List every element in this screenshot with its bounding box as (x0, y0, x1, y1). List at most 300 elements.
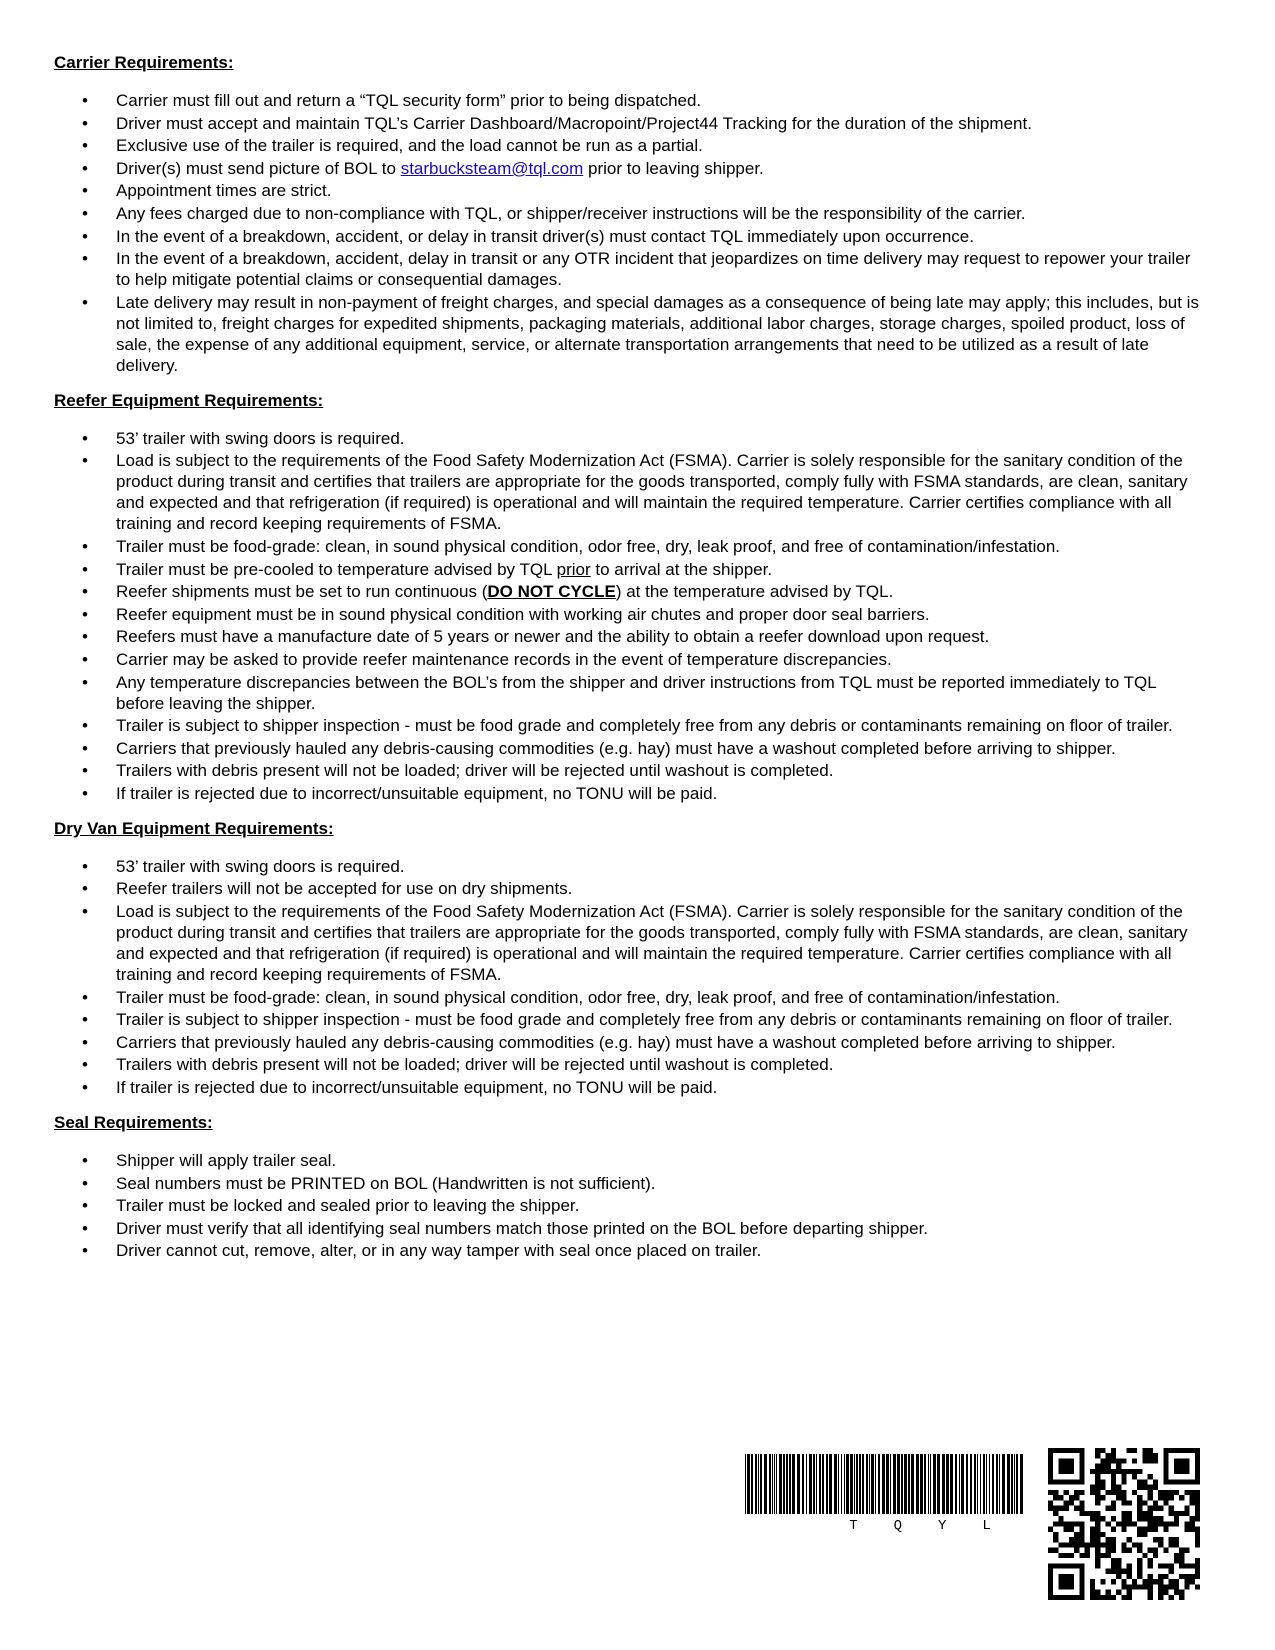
bullet-icon: • (82, 761, 88, 781)
qr-module (1163, 1590, 1168, 1595)
qr-module (1069, 1521, 1074, 1526)
qr-module (1142, 1532, 1147, 1537)
barcode-bar (966, 1454, 968, 1514)
qr-module (1195, 1500, 1200, 1505)
qr-module (1064, 1542, 1069, 1547)
qr-module (1111, 1479, 1116, 1484)
qr-module (1095, 1595, 1100, 1600)
qr-module (1106, 1537, 1111, 1542)
qr-module (1100, 1532, 1105, 1537)
qr-module (1106, 1453, 1111, 1458)
qr-module (1195, 1563, 1200, 1568)
qr-module (1169, 1490, 1174, 1495)
bullet-icon: • (82, 428, 88, 448)
qr-module (1116, 1558, 1121, 1563)
list-item: • Any fees charged due to non-compliance with TQL, or shipper/receiver instructions will be the responsibility of the carrier. (82, 203, 1026, 223)
barcode-bar (908, 1454, 910, 1514)
barcode-bar (769, 1454, 771, 1514)
qr-module (1048, 1548, 1053, 1553)
list-item: • Trailers with debris present will not be loaded; driver will be rejected until washout is completed. (82, 761, 834, 781)
qr-module (1158, 1537, 1163, 1542)
qr-module (1053, 1511, 1058, 1516)
qr-module (1106, 1469, 1111, 1474)
qr-module (1106, 1553, 1111, 1558)
qr-module (1137, 1516, 1142, 1521)
qr-module (1121, 1584, 1126, 1589)
qr-module (1132, 1579, 1137, 1584)
list-item: • Trailer must be food-grade: clean, in sound physical condition, odor free, dry, leak proof, and free of contamination/infestation. (82, 536, 1061, 556)
barcode-bar (1020, 1454, 1023, 1514)
qr-module (1174, 1458, 1190, 1474)
qr-module (1184, 1511, 1189, 1516)
list-item: • Shipper will apply trailer seal. (82, 1151, 337, 1171)
barcode-bar (871, 1454, 874, 1514)
qr-module (1179, 1495, 1184, 1500)
qr-module (1148, 1527, 1153, 1532)
barcode-bar (779, 1454, 782, 1514)
qr-module (1169, 1584, 1174, 1589)
list-item: • Reefer trailers will not be accepted for use on dry shipments. (82, 879, 573, 899)
qr-module (1095, 1469, 1100, 1474)
list-item: • Appointment times are strict. (82, 181, 332, 201)
qr-module (1090, 1485, 1095, 1490)
qr-module (1137, 1485, 1142, 1490)
qr-module (1048, 1490, 1053, 1495)
qr-module (1106, 1548, 1111, 1553)
qr-module (1074, 1506, 1079, 1511)
qr-module (1153, 1485, 1158, 1490)
qr-module (1100, 1479, 1105, 1484)
qr-module (1058, 1458, 1074, 1474)
qr-module (1163, 1563, 1168, 1568)
qr-module (1079, 1542, 1084, 1547)
qr-module (1069, 1500, 1074, 1505)
barcode-bar (755, 1454, 757, 1514)
bullet-icon: • (82, 672, 88, 692)
qr-module (1142, 1553, 1147, 1558)
qr-module (1169, 1537, 1174, 1542)
qr-module (1179, 1563, 1184, 1568)
qr-module (1095, 1516, 1100, 1521)
barcode-bar (819, 1454, 821, 1514)
barcode-bar (829, 1454, 832, 1514)
list-item: • 53’ trailer with swing doors is required. (82, 856, 405, 876)
qr-module (1095, 1527, 1100, 1532)
qr-module (1184, 1548, 1189, 1553)
qr-module (1079, 1490, 1084, 1495)
qr-module (1132, 1542, 1137, 1547)
qr-module (1148, 1506, 1153, 1511)
qr-module (1106, 1569, 1111, 1574)
barcode-bar (772, 1454, 773, 1514)
barcode-bar (930, 1454, 931, 1514)
qr-module (1090, 1537, 1095, 1542)
barcode-char: Q (893, 1518, 904, 1534)
list-item: • Trailer is subject to shipper inspection - must be food grade and completely free from any debris or contaminants remaining on floor of trailer. (82, 716, 1173, 736)
barcode-bar (846, 1454, 849, 1514)
qr-module (1163, 1548, 1168, 1553)
qr-module (1111, 1469, 1116, 1474)
barcode-bar (897, 1454, 900, 1514)
qr-module (1121, 1490, 1126, 1495)
qr-module (1074, 1542, 1079, 1547)
barcode-bar (760, 1454, 762, 1514)
reefer-requirements-section (54, 390, 1204, 804)
qr-module (1095, 1474, 1100, 1479)
qr-module (1090, 1490, 1095, 1495)
qr-module (1116, 1490, 1121, 1495)
qr-module (1132, 1448, 1137, 1453)
qr-module (1074, 1521, 1079, 1526)
qr-module (1116, 1590, 1121, 1595)
qr-module (1100, 1469, 1105, 1474)
qr-module (1195, 1495, 1200, 1500)
list-item: • Trailer must be food-grade: clean, in sound physical condition, odor free, dry, leak proof, and free of contamination/infestation. (82, 987, 1061, 1007)
qr-module (1106, 1590, 1111, 1595)
barcode-bar (1011, 1454, 1013, 1514)
barcode-bar (920, 1454, 923, 1514)
qr-module (1184, 1527, 1189, 1532)
barcode-bar (992, 1454, 994, 1514)
barcode-caption (745, 1518, 1027, 1534)
qr-module (1195, 1532, 1200, 1537)
qr-module (1111, 1490, 1116, 1495)
qr-module (1121, 1521, 1126, 1526)
qr-module (1106, 1458, 1111, 1463)
qr-module (1163, 1495, 1168, 1500)
qr-module (1058, 1495, 1063, 1500)
barcode-char: Y (938, 1518, 949, 1534)
qr-module (1095, 1548, 1100, 1553)
qr-module (1058, 1553, 1063, 1558)
qr-module (1069, 1553, 1074, 1558)
barcode-bar (751, 1454, 753, 1514)
qr-module (1127, 1595, 1132, 1600)
qr-module (1179, 1558, 1184, 1563)
barcode-bar (776, 1454, 777, 1514)
qr-module (1158, 1563, 1163, 1568)
qr-module (1137, 1500, 1142, 1505)
qr-module (1163, 1574, 1168, 1579)
qr-module (1190, 1495, 1195, 1500)
qr-module (1153, 1453, 1158, 1458)
bullet-icon: • (82, 879, 88, 899)
qr-module (1132, 1469, 1137, 1474)
barcode-bar (924, 1454, 926, 1514)
barcode-bar (901, 1454, 903, 1514)
qr-module (1090, 1532, 1095, 1537)
qr-module (1111, 1485, 1116, 1490)
qr-module (1137, 1495, 1142, 1500)
barcode-char: T (849, 1518, 860, 1534)
requirements-list (54, 90, 1204, 376)
barcode-bar (866, 1454, 868, 1514)
bullet-icon: • (82, 738, 88, 758)
qr-module (1106, 1595, 1111, 1600)
qr-module (1184, 1579, 1189, 1584)
qr-module (1137, 1542, 1142, 1547)
qr-module (1058, 1506, 1063, 1511)
bullet-icon: • (82, 783, 88, 803)
qr-module (1195, 1516, 1200, 1521)
qr-module (1148, 1516, 1153, 1521)
qr-module (1069, 1542, 1074, 1547)
qr-module (1116, 1469, 1121, 1474)
qr-module (1111, 1569, 1116, 1574)
qr-module (1148, 1579, 1153, 1584)
qr-module (1095, 1590, 1100, 1595)
barcode-bar (869, 1454, 870, 1514)
qr-module (1069, 1495, 1074, 1500)
barcode-bar (996, 1454, 998, 1514)
list-item: • Driver(s) must send picture of BOL to starbucksteam@tql.com prior to leaving shipper. (82, 158, 764, 178)
qr-module (1148, 1548, 1153, 1553)
qr-module (1116, 1485, 1121, 1490)
list-item: • If trailer is rejected due to incorrect/unsuitable equipment, no TONU will be paid. (82, 1078, 718, 1098)
qr-module (1100, 1516, 1105, 1521)
qr-module (1095, 1464, 1100, 1469)
qr-module (1095, 1495, 1100, 1500)
bullet-icon: • (82, 113, 88, 133)
qr-module (1142, 1584, 1147, 1589)
qr-module (1148, 1490, 1153, 1495)
bullet-icon: • (82, 716, 88, 736)
qr-module (1116, 1495, 1121, 1500)
qr-module (1153, 1579, 1158, 1584)
barcode-bar (878, 1454, 880, 1514)
qr-module (1111, 1595, 1116, 1600)
qr-module (1163, 1527, 1168, 1532)
qr-module (1195, 1490, 1200, 1495)
barcode-bar (955, 1454, 957, 1514)
qr-module (1095, 1485, 1100, 1490)
qr-module (1184, 1490, 1189, 1495)
barcode-bar (1014, 1454, 1015, 1514)
list-item: • If trailer is rejected due to incorrect/unsuitable equipment, no TONU will be paid. (82, 783, 718, 803)
qr-module (1095, 1448, 1100, 1453)
list-item: • Carrier must fill out and return a “TQL security form” prior to being dispatched. (82, 91, 702, 110)
qr-module (1085, 1553, 1090, 1558)
section-heading: Seal Requirements: (54, 1113, 213, 1133)
qr-module (1169, 1495, 1174, 1500)
qr-module (1190, 1563, 1195, 1568)
qr-module (1137, 1527, 1142, 1532)
qr-module (1158, 1542, 1163, 1547)
qr-module (1111, 1516, 1116, 1521)
qr-module (1064, 1527, 1069, 1532)
barcode-bar (789, 1454, 791, 1514)
qr-module (1095, 1511, 1100, 1516)
qr-module (1142, 1479, 1147, 1484)
qr-module (1074, 1495, 1079, 1500)
barcode-bar (893, 1454, 896, 1514)
qr-module (1174, 1553, 1179, 1558)
qr-module (1079, 1532, 1084, 1537)
qr-module (1121, 1469, 1126, 1474)
barcode-bar (977, 1454, 978, 1514)
barcode-bar (844, 1454, 845, 1514)
qr-module (1079, 1511, 1084, 1516)
qr-module (1074, 1490, 1079, 1495)
bullet-icon: • (82, 1173, 88, 1193)
requirements-list (54, 428, 1204, 804)
qr-module (1137, 1532, 1142, 1537)
qr-module (1142, 1579, 1147, 1584)
qr-module (1116, 1458, 1121, 1463)
qr-module (1153, 1521, 1158, 1526)
qr-module (1111, 1548, 1116, 1553)
qr-module (1121, 1595, 1126, 1600)
barcode-bar (904, 1454, 907, 1514)
qr-module (1148, 1521, 1153, 1526)
qr-module (1184, 1574, 1189, 1579)
barcode-bar (797, 1454, 800, 1514)
barcode-bar (928, 1454, 929, 1514)
barcode-bar (856, 1454, 858, 1514)
qr-module (1148, 1558, 1153, 1563)
barcode-bar (999, 1454, 1000, 1514)
list-item: • Driver must accept and maintain TQL’s Carrier Dashboard/Macropoint/Project44 Tracking for the duration of the shipment. (82, 113, 1032, 133)
qr-module (1079, 1500, 1084, 1505)
qr-module (1116, 1574, 1121, 1579)
requirements-list (54, 1150, 1204, 1261)
requirements-list (54, 856, 1204, 1098)
qr-module (1153, 1479, 1158, 1484)
qr-module (1121, 1579, 1126, 1584)
list-item: • Driver must verify that all identifying seal numbers match those printed on the BOL before departing shipper. (82, 1218, 929, 1238)
qr-module (1142, 1500, 1147, 1505)
bullet-icon: • (82, 582, 88, 602)
list-item: • Trailer must be locked and sealed prior to leaving the shipper. (82, 1196, 580, 1216)
qr-module (1142, 1448, 1147, 1453)
barcode-bar (983, 1454, 985, 1514)
qr-module (1090, 1595, 1095, 1600)
bullet-icon: • (82, 292, 88, 312)
bullet-icon: • (82, 1241, 88, 1261)
barcode-bar (961, 1454, 964, 1514)
qr-module (1053, 1532, 1058, 1537)
qr-module (1048, 1500, 1053, 1505)
qr-module (1090, 1590, 1095, 1595)
qr-module (1190, 1521, 1195, 1526)
qr-module (1158, 1490, 1163, 1495)
qr-module (1179, 1511, 1184, 1516)
carrier-requirements-section (54, 52, 1204, 376)
qr-module (1195, 1584, 1200, 1589)
qr-module (1095, 1479, 1100, 1484)
qr-module (1127, 1537, 1132, 1542)
barcode-bar (786, 1454, 788, 1514)
bullet-icon: • (82, 1010, 88, 1030)
qr-module (1169, 1563, 1174, 1568)
qr-module (1121, 1479, 1126, 1484)
qr-module (1095, 1453, 1100, 1458)
qr-module (1121, 1516, 1126, 1521)
qr-module (1121, 1527, 1126, 1532)
qr-module (1127, 1500, 1132, 1505)
qr-module (1064, 1521, 1069, 1526)
list-item: • Driver cannot cut, remove, alter, or in any way tamper with seal once placed on trailer. (82, 1241, 762, 1261)
barcode-bar (792, 1454, 795, 1514)
bullet-icon: • (82, 536, 88, 556)
qr-module (1085, 1511, 1090, 1516)
qr-code-icon (1048, 1448, 1200, 1600)
barcode-bar (970, 1454, 972, 1514)
list-item: • Exclusive use of the trailer is required, and the load cannot be run as a partial. (82, 136, 703, 156)
bullet-icon: • (82, 1055, 88, 1075)
barcode-char: L (982, 1518, 993, 1534)
qr-module (1095, 1563, 1100, 1568)
qr-module (1064, 1500, 1069, 1505)
qr-module (1111, 1527, 1116, 1532)
barcode-bar (974, 1454, 976, 1514)
qr-module (1169, 1542, 1174, 1547)
footer-codes (745, 1448, 1205, 1608)
qr-module (1174, 1516, 1179, 1521)
qr-module (1121, 1569, 1126, 1574)
qr-module (1132, 1521, 1137, 1526)
barcode-bar (758, 1454, 759, 1514)
bullet-icon: • (82, 987, 88, 1007)
qr-module (1116, 1569, 1121, 1574)
barcode-bar (747, 1454, 750, 1514)
qr-module (1095, 1558, 1100, 1563)
qr-module (1153, 1553, 1158, 1558)
qr-module (1190, 1527, 1195, 1532)
bullet-icon: • (82, 902, 88, 922)
barcode-bar (745, 1454, 746, 1514)
qr-module (1153, 1527, 1158, 1532)
qr-module (1079, 1527, 1084, 1532)
qr-module (1158, 1506, 1163, 1511)
qr-module (1132, 1458, 1137, 1463)
qr-module (1174, 1537, 1179, 1542)
qr-module (1137, 1548, 1142, 1553)
barcode-bar (806, 1454, 807, 1514)
barcode-bar (916, 1454, 919, 1514)
document-page (54, 52, 1204, 1275)
qr-module (1121, 1542, 1126, 1547)
barcode-bar (764, 1454, 767, 1514)
barcode-bar (959, 1454, 960, 1514)
section-heading: Dry Van Equipment Requirements: (54, 818, 334, 838)
bullet-icon: • (82, 559, 88, 579)
qr-module (1100, 1495, 1105, 1500)
qr-module (1179, 1590, 1184, 1595)
qr-module (1064, 1490, 1069, 1495)
qr-module (1085, 1548, 1090, 1553)
qr-module (1137, 1574, 1142, 1579)
barcode-bar (783, 1454, 785, 1514)
bullet-icon: • (82, 1196, 88, 1216)
qr-module (1132, 1584, 1137, 1589)
qr-module (1184, 1521, 1189, 1526)
qr-module (1174, 1558, 1179, 1563)
barcode-bar (882, 1454, 885, 1514)
qr-module (1100, 1595, 1105, 1600)
qr-module (1148, 1511, 1153, 1516)
qr-module (1106, 1506, 1111, 1511)
qr-module (1127, 1516, 1132, 1521)
qr-module (1195, 1511, 1200, 1516)
qr-module (1158, 1579, 1163, 1584)
bullet-icon: • (82, 1078, 88, 1098)
qr-module (1069, 1537, 1074, 1542)
qr-module (1137, 1558, 1142, 1563)
qr-module (1153, 1537, 1158, 1542)
email-link[interactable]: starbucksteam@tql.com (400, 158, 584, 178)
qr-module (1190, 1574, 1195, 1579)
